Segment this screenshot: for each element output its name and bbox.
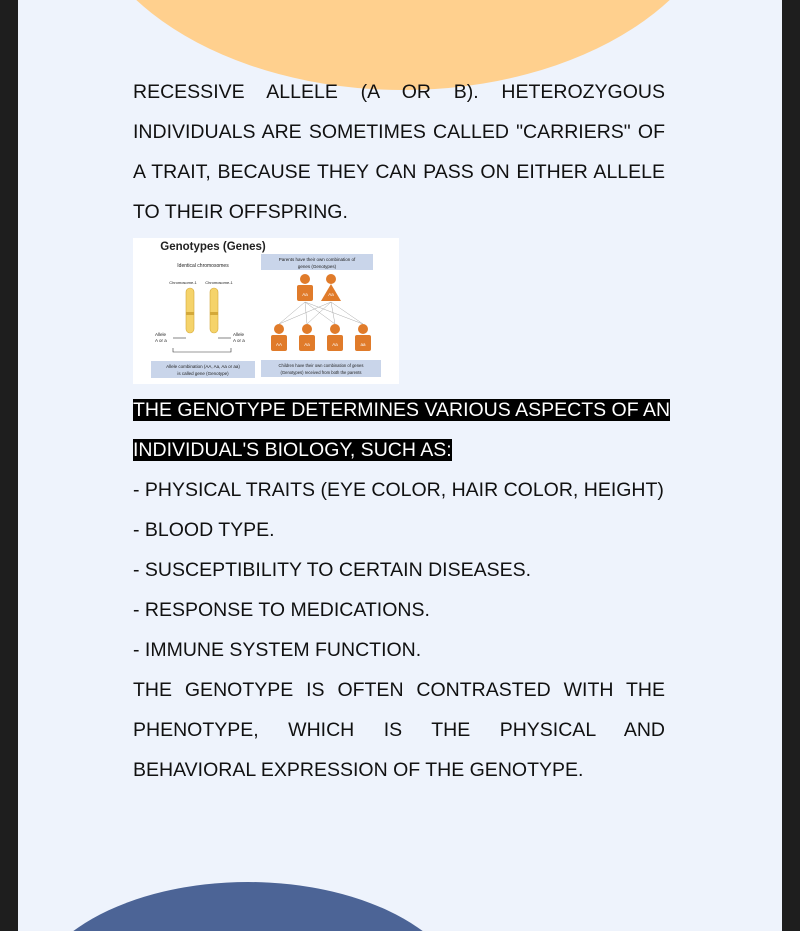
list-item: - RESPONSE TO MEDICATIONS. bbox=[133, 599, 430, 621]
child-1-icon bbox=[271, 324, 287, 351]
chromosome-right-icon bbox=[210, 288, 218, 333]
inheritance-lines bbox=[279, 302, 363, 324]
allele-right-label: Allele bbox=[233, 332, 245, 337]
figure-title: Genotypes (Genes) bbox=[160, 241, 266, 253]
document-page bbox=[18, 0, 782, 931]
genotypes-figure bbox=[133, 238, 399, 384]
list-item: - IMMUNE SYSTEM FUNCTION. bbox=[133, 639, 422, 661]
parent-male-icon bbox=[297, 274, 313, 301]
child-4-genotype: aa bbox=[360, 342, 366, 347]
allele-left-sub: A or a bbox=[155, 338, 167, 343]
chromosome-right-label: Chromosome-1 bbox=[205, 280, 233, 285]
child-1-genotype: AA bbox=[275, 342, 283, 347]
right-header-line-2: genes (Genotypes) bbox=[297, 264, 337, 269]
text-line: BEHAVIORAL EXPRESSION OF THE GENOTYPE. bbox=[133, 759, 584, 781]
chromosome-left-label: Chromosome-1 bbox=[169, 280, 197, 285]
parent-2-genotype: Aa bbox=[328, 292, 334, 297]
parent-1-genotype: Aa bbox=[302, 292, 308, 297]
left-caption-line-1: Allele combination (AA, Aa, Aa or aa) bbox=[166, 364, 240, 369]
text-line: TO THEIR OFFSPRING. bbox=[133, 201, 348, 223]
highlighted-text-line: INDIVIDUAL'S BIOLOGY, SUCH AS: bbox=[133, 439, 452, 461]
aspects-list bbox=[133, 470, 665, 670]
child-3-genotype: Aa bbox=[332, 342, 338, 347]
child-4-icon bbox=[355, 324, 371, 351]
text-line: PHENOTYPE, WHICH IS THE PHYSICAL AND bbox=[133, 719, 665, 741]
highlighted-paragraph bbox=[133, 390, 671, 470]
document-body bbox=[133, 72, 671, 790]
child-3-icon bbox=[327, 324, 343, 351]
text-line: A TRAIT, BECAUSE THEY CAN PASS ON EITHER ALLELE bbox=[133, 161, 665, 183]
parent-female-icon bbox=[321, 274, 341, 301]
left-label: Identical chromosomes bbox=[177, 263, 229, 269]
child-2-genotype: Aa bbox=[304, 342, 310, 347]
right-caption-line-1: Children have their own combination of genes bbox=[278, 363, 364, 368]
right-caption-line-2: (Genotypes) received from both the parents bbox=[280, 370, 362, 375]
list-item: - PHYSICAL TRAITS (EYE COLOR, HAIR COLOR, HEIGHT) bbox=[133, 479, 664, 501]
highlighted-text-line: THE GENOTYPE DETERMINES VARIOUS ASPECTS OF AN bbox=[133, 399, 671, 421]
text-line: RECESSIVE ALLELE (A OR B). HETEROZYGOUS bbox=[133, 81, 665, 103]
left-caption-line-2: is called gene (Genotype) bbox=[177, 371, 229, 376]
text-line: INDIVIDUALS ARE SOMETIMES CALLED "CARRIERS" OF bbox=[133, 121, 665, 143]
text-line: THE GENOTYPE IS OFTEN CONTRASTED WITH THE bbox=[133, 679, 665, 701]
list-item: - SUSCEPTIBILITY TO CERTAIN DISEASES. bbox=[133, 559, 532, 581]
allele-right-sub: A or a bbox=[233, 338, 245, 343]
paragraph-phenotype bbox=[133, 670, 665, 790]
right-header-line-1: Parents have their own combination of bbox=[278, 257, 356, 262]
list-item: - BLOOD TYPE. bbox=[133, 519, 275, 541]
allele-bracket bbox=[173, 348, 231, 352]
bottom-decorative-shape bbox=[28, 882, 468, 931]
allele-left-label: Allele bbox=[155, 332, 167, 337]
chromosome-left-icon bbox=[186, 288, 194, 333]
child-2-icon bbox=[299, 324, 315, 351]
paragraph-heterozygous bbox=[133, 72, 665, 232]
